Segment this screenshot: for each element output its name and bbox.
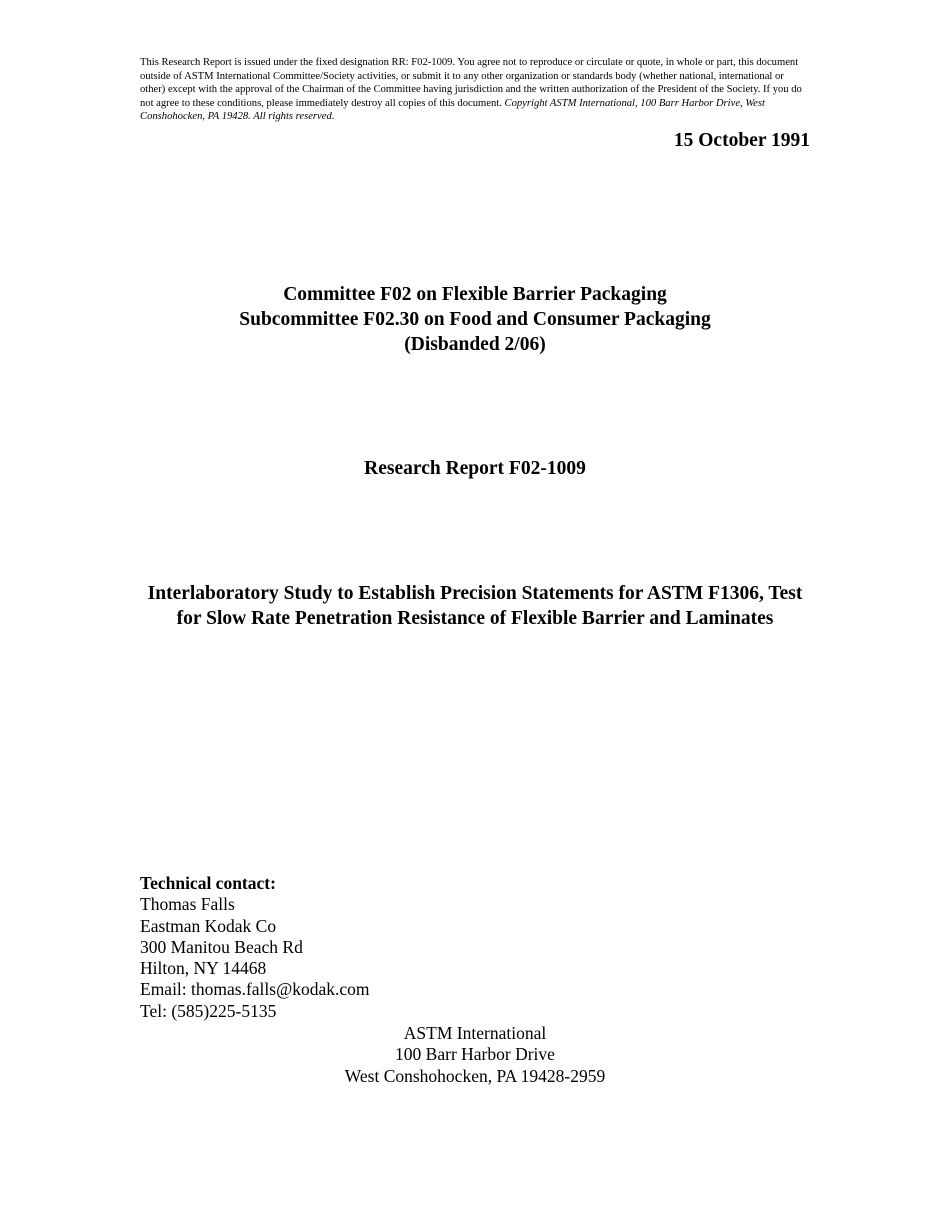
technical-contact (140, 873, 369, 1022)
astm-address (0, 1023, 950, 1087)
contact-street: 300 Manitou Beach Rd (140, 936, 303, 957)
notice-text: This Research Report is issued under the fixed designation RR: F02-1009. You agree not to reproduce or circulate or quote, in whole or part, this document outside of ASTM International Committee/Society activities, or submit it to any other organization or standards body (whether national, international or other) except with the approval of the Chairman of the Committee having jurisdiction and the written authorization of the President of the Society. If you do not agree to these conditions, please immediately destroy all copies of this document. (140, 57, 802, 109)
copyright-notice (140, 56, 808, 124)
contact-name: Thomas Falls (140, 894, 235, 915)
report-number: Research Report F02-1009 (364, 458, 586, 479)
astm-city: West Conshohocken, PA 19428-2959 (344, 1065, 606, 1086)
contact-label: Technical contact: (140, 873, 276, 893)
contact-phone: Tel: (585)225-5135 (140, 1000, 277, 1021)
report-date: 15 October 1991 (673, 130, 810, 151)
astm-name: ASTM International (403, 1023, 547, 1043)
notice-copyright: Copyright ASTM International, 100 Barr Harbor Drive, West Conshohocken, PA 19428. All rights reserved (140, 97, 765, 123)
committee-name: Committee F02 on Flexible Barrier Packaging (283, 284, 667, 305)
contact-company: Eastman Kodak Co (140, 915, 277, 936)
notice-end: . (331, 111, 335, 123)
study-title: Interlaboratory Study to Establish Precision Statements for ASTM F1306, Test for Slow Rate Penetration Resistance of Flexible Barrier and Laminates (147, 583, 803, 629)
contact-city: Hilton, NY 14468 (140, 958, 267, 979)
astm-street: 100 Barr Harbor Drive (395, 1044, 555, 1065)
committee-heading (0, 282, 950, 357)
subcommittee-name: Subcommittee F02.30 on Food and Consumer Packaging (239, 309, 711, 330)
contact-email: Email: thomas.falls@kodak.com (140, 979, 370, 1000)
disbanded-note: (Disbanded 2/06) (404, 334, 546, 355)
